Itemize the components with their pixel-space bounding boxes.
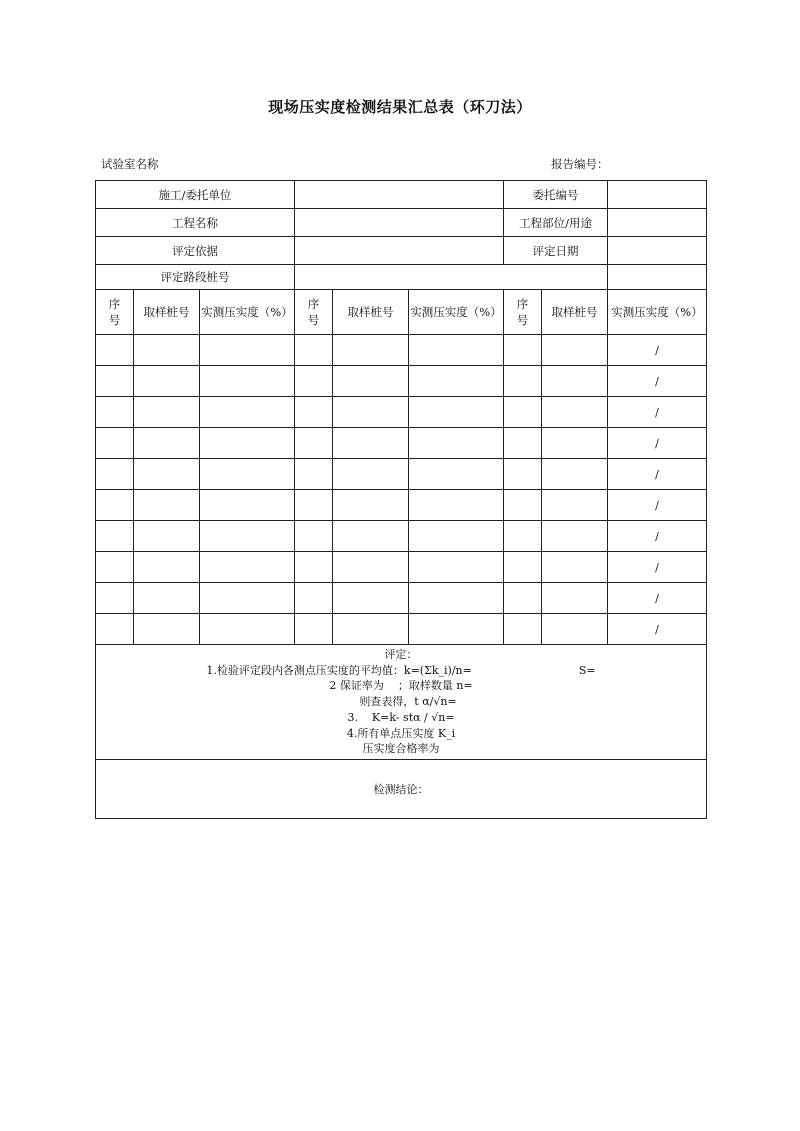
sample-stake-cell[interactable]	[333, 366, 409, 397]
sample-stake-cell[interactable]	[333, 552, 409, 583]
seq-cell[interactable]	[295, 428, 333, 459]
sample-stake-cell[interactable]	[542, 459, 608, 490]
table-row	[96, 521, 707, 552]
table-row	[96, 614, 707, 645]
seq-cell[interactable]	[96, 583, 134, 614]
table-row	[96, 366, 707, 397]
seq-cell[interactable]	[295, 335, 333, 366]
measured-compaction-cell[interactable]: /	[608, 459, 707, 490]
measured-compaction-cell[interactable]: /	[608, 490, 707, 521]
construction-unit-value[interactable]	[295, 181, 504, 209]
page-title: 现场压实度检测结果汇总表（环刀法）	[268, 98, 532, 116]
measured-compaction-cell[interactable]	[409, 552, 504, 583]
table-row	[96, 552, 707, 583]
measured-compaction-cell[interactable]	[409, 583, 504, 614]
seq-cell[interactable]	[504, 552, 542, 583]
notes-line-2: 2 保证率为 ；取样数量 n=	[329, 679, 473, 693]
measured-compaction-cell[interactable]: /	[608, 397, 707, 428]
sample-stake-cell[interactable]	[333, 490, 409, 521]
section-stake-value[interactable]	[295, 265, 608, 290]
project-part-label: 工程部位/用途	[504, 209, 608, 237]
notes-line-6: 压实度合格率为	[362, 742, 440, 756]
report-no-label: 报告编号：	[551, 157, 609, 171]
seq-cell[interactable]	[504, 490, 542, 521]
measured-compaction-cell[interactable]	[409, 397, 504, 428]
notes-heading: 评定：	[384, 647, 418, 661]
notes-line-5: 4.所有单点压实度 K_i	[346, 726, 456, 740]
sample-stake-cell[interactable]	[134, 397, 200, 428]
measured-compaction-cell[interactable]	[200, 459, 295, 490]
sample-stake-cell[interactable]	[542, 490, 608, 521]
seq-cell[interactable]	[96, 521, 134, 552]
seq-cell[interactable]	[96, 552, 134, 583]
measured-compaction-cell[interactable]	[409, 521, 504, 552]
seq-cell[interactable]	[295, 614, 333, 645]
table-row	[96, 397, 707, 428]
summary-table	[95, 180, 707, 819]
measured-compaction-cell[interactable]	[409, 366, 504, 397]
measured-compaction-header: 实测压实度（%）	[409, 290, 504, 335]
measured-compaction-cell[interactable]: /	[608, 335, 707, 366]
measured-compaction-header: 实测压实度（%）	[200, 290, 295, 335]
seq-header: 序 号	[96, 290, 134, 335]
eval-date-label: 评定日期	[504, 237, 608, 265]
measured-compaction-cell[interactable]	[200, 428, 295, 459]
seq-cell[interactable]	[295, 490, 333, 521]
measured-compaction-header: 实测压实度（%）	[608, 290, 707, 335]
info-row-section	[96, 265, 707, 290]
measured-compaction-cell[interactable]	[200, 521, 295, 552]
seq-cell[interactable]	[96, 459, 134, 490]
sample-stake-cell[interactable]	[134, 459, 200, 490]
info-row-unit	[96, 181, 707, 209]
seq-header: 序 号	[295, 290, 333, 335]
notes-line-3: 则查表得，t α/√n=	[359, 695, 457, 709]
measured-compaction-cell[interactable]: /	[608, 552, 707, 583]
sample-stake-cell[interactable]	[333, 521, 409, 552]
conclusion-cell[interactable]	[96, 760, 707, 819]
basis-value[interactable]	[295, 237, 504, 265]
seq-cell[interactable]	[504, 521, 542, 552]
seq-cell[interactable]	[504, 583, 542, 614]
seq-cell[interactable]	[295, 521, 333, 552]
info-row-basis	[96, 237, 707, 265]
lab-name-label: 试验室名称	[101, 157, 159, 171]
sample-stake-cell[interactable]	[134, 335, 200, 366]
project-part-value[interactable]	[608, 209, 707, 237]
section-stake-extra[interactable]	[608, 265, 707, 290]
seq-cell[interactable]	[96, 366, 134, 397]
seq-cell[interactable]	[504, 366, 542, 397]
table-row	[96, 459, 707, 490]
project-name-label: 工程名称	[96, 209, 295, 237]
seq-cell[interactable]	[504, 459, 542, 490]
sample-stake-cell[interactable]	[542, 366, 608, 397]
commission-no-label: 委托编号	[504, 181, 608, 209]
table-row	[96, 583, 707, 614]
table-row	[96, 490, 707, 521]
construction-unit-label: 施工/委托单位	[96, 181, 295, 209]
measured-compaction-cell[interactable]	[200, 583, 295, 614]
measured-compaction-cell[interactable]	[200, 614, 295, 645]
eval-date-value[interactable]	[608, 237, 707, 265]
seq-cell[interactable]	[295, 366, 333, 397]
sample-stake-cell[interactable]	[542, 335, 608, 366]
seq-cell[interactable]	[96, 428, 134, 459]
sample-stake-cell[interactable]	[333, 614, 409, 645]
sample-stake-cell[interactable]	[333, 583, 409, 614]
seq-cell[interactable]	[504, 335, 542, 366]
measured-compaction-cell[interactable]: /	[608, 614, 707, 645]
measured-compaction-cell[interactable]	[409, 614, 504, 645]
measured-compaction-cell[interactable]	[200, 490, 295, 521]
seq-cell[interactable]	[295, 397, 333, 428]
table-row	[96, 335, 707, 366]
seq-cell[interactable]	[96, 335, 134, 366]
seq-cell[interactable]	[504, 614, 542, 645]
sample-stake-cell[interactable]	[134, 583, 200, 614]
sample-stake-header: 取样桩号	[134, 290, 200, 335]
seq-cell[interactable]	[295, 583, 333, 614]
project-name-value[interactable]	[295, 209, 504, 237]
section-stake-label: 评定路段桩号	[96, 265, 295, 290]
seq-cell[interactable]	[96, 614, 134, 645]
measured-compaction-cell[interactable]: /	[608, 428, 707, 459]
seq-cell[interactable]	[504, 428, 542, 459]
sample-stake-cell[interactable]	[333, 428, 409, 459]
seq-cell[interactable]	[96, 397, 134, 428]
column-header-row	[96, 290, 707, 335]
measured-compaction-cell[interactable]	[200, 335, 295, 366]
measured-compaction-cell[interactable]	[409, 459, 504, 490]
measured-compaction-cell[interactable]	[200, 552, 295, 583]
sample-stake-cell[interactable]	[134, 614, 200, 645]
measured-compaction-cell[interactable]	[409, 490, 504, 521]
data-rows	[96, 335, 707, 645]
sample-stake-cell[interactable]	[134, 490, 200, 521]
sample-stake-cell[interactable]	[542, 397, 608, 428]
sample-stake-cell[interactable]	[542, 583, 608, 614]
sample-stake-cell[interactable]	[542, 614, 608, 645]
seq-header: 序 号	[504, 290, 542, 335]
sample-stake-header: 取样桩号	[542, 290, 608, 335]
seq-cell[interactable]	[295, 552, 333, 583]
basis-label: 评定依据	[96, 237, 295, 265]
sample-stake-cell[interactable]	[134, 521, 200, 552]
seq-cell[interactable]	[96, 490, 134, 521]
table-row	[96, 428, 707, 459]
sample-stake-cell[interactable]	[542, 521, 608, 552]
notes-line-1: 1.检验评定段内各测点压实度的平均值：k=(Σk_i)/n= S=	[206, 663, 596, 677]
sample-stake-cell[interactable]	[542, 552, 608, 583]
conclusion-heading: 检测结论：	[373, 783, 429, 796]
measured-compaction-cell[interactable]	[409, 428, 504, 459]
sample-stake-header: 取样桩号	[333, 290, 409, 335]
seq-cell[interactable]	[504, 397, 542, 428]
sample-stake-cell[interactable]	[542, 428, 608, 459]
commission-no-value[interactable]	[608, 181, 707, 209]
measured-compaction-cell[interactable]	[409, 335, 504, 366]
sample-stake-cell[interactable]	[134, 552, 200, 583]
measured-compaction-cell[interactable]: /	[608, 583, 707, 614]
measured-compaction-cell[interactable]	[200, 397, 295, 428]
sample-stake-cell[interactable]	[333, 335, 409, 366]
sample-stake-cell[interactable]	[333, 397, 409, 428]
sample-stake-cell[interactable]	[134, 428, 200, 459]
sample-stake-cell[interactable]	[333, 459, 409, 490]
conclusion-row	[96, 760, 707, 819]
notes-line-4: 3. K=k- stα / √n=	[347, 710, 455, 724]
notes-row	[96, 645, 707, 760]
measured-compaction-cell[interactable]: /	[608, 521, 707, 552]
evaluation-notes	[96, 645, 707, 760]
sample-stake-cell[interactable]	[134, 366, 200, 397]
seq-cell[interactable]	[295, 459, 333, 490]
measured-compaction-cell[interactable]: /	[608, 366, 707, 397]
info-row-project	[96, 209, 707, 237]
measured-compaction-cell[interactable]	[200, 366, 295, 397]
